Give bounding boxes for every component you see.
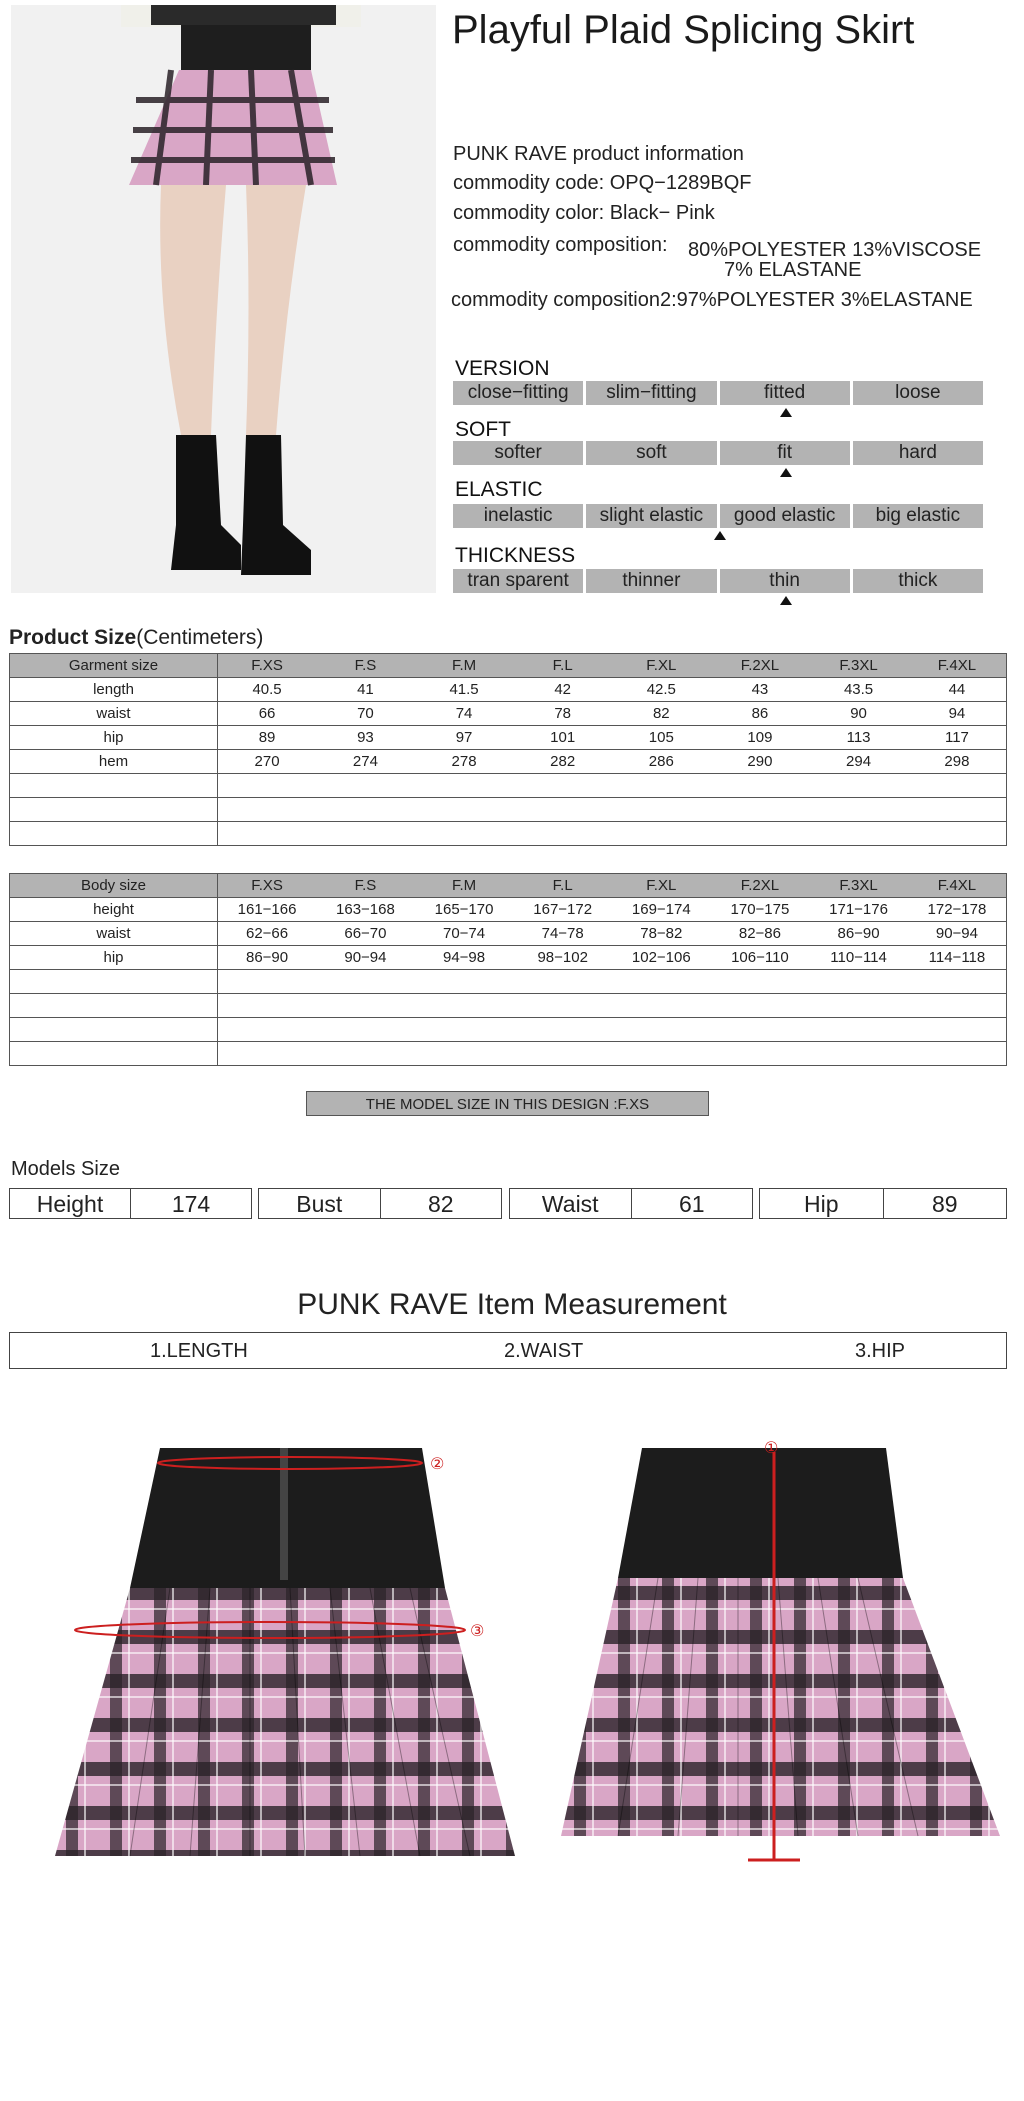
empty-row [10,994,1007,1018]
table-cell: 270 [218,750,317,774]
table-cell: 294 [809,750,908,774]
commodity-composition-value-1: 80%POLYESTER 13%VISCOSE [688,239,982,261]
table-row [10,702,1007,726]
scale-option: fitted [720,381,850,405]
table-cell: 70 [316,702,415,726]
product-size-heading [9,626,263,650]
table-cell: 278 [415,750,514,774]
table-cell: length [10,678,218,702]
scale-option: thick [853,569,983,593]
table-header-cell: F.3XL [809,654,908,678]
skirt-back-diagram [558,1440,1008,1870]
commodity-composition-label: commodity composition: [453,234,668,256]
table-cell: 90 [809,702,908,726]
models-size-label: Models Size [11,1158,120,1180]
table-cell: 165−170 [415,898,514,922]
table-cell: 172−178 [908,898,1007,922]
scale-selected-marker [714,531,726,540]
model-measure-value: 82 [427,1191,454,1217]
table-cell: 62−66 [218,922,317,946]
table-cell: 106−110 [711,946,810,970]
scale-label-version: VERSION [455,357,550,380]
table-cell: hip [10,946,218,970]
table-cell: 42.5 [612,678,711,702]
table-cell: 282 [513,750,612,774]
table-cell: 41.5 [415,678,514,702]
marker-hip: ③ [470,1623,485,1640]
table-cell: 66−70 [316,922,415,946]
empty-row [10,1042,1007,1066]
table-header-cell: F.S [316,654,415,678]
table-header-cell: F.XL [612,654,711,678]
scale-option: fit [720,441,850,465]
commodity-composition2: commodity composition2:97%POLYESTER 3%ELASTANE [451,289,973,311]
table-header-cell: F.XS [218,654,317,678]
scale-option: tran sparent [453,569,583,593]
table-cell: 43.5 [809,678,908,702]
scale-row-version [453,381,983,405]
table-cell: 93 [316,726,415,750]
measurement-legend [9,1332,1007,1369]
measurement-waist: 2.WAIST [504,1340,584,1362]
scale-label-thickness: THICKNESS [455,544,576,567]
model-measure-name: Waist [510,1189,632,1218]
table-cell: waist [10,702,218,726]
table-row [10,678,1007,702]
brand-info-line: PUNK RAVE product information [453,143,744,165]
table-header-cell: F.M [415,654,514,678]
table-header-cell: F.XS [218,874,317,898]
table-cell: hem [10,750,218,774]
table-header-cell: F.4XL [908,874,1007,898]
scale-selected-marker [780,468,792,477]
skirt-front-diagram [50,1440,520,1870]
scale-option: slight elastic [586,504,716,528]
model-measure-value: 61 [678,1191,705,1217]
model-measure-value: 174 [171,1191,211,1217]
scale-row-thickness [453,569,983,593]
table-cell: 290 [711,750,810,774]
table-cell: 110−114 [809,946,908,970]
table-cell: 74−78 [513,922,612,946]
table-cell: 98−102 [513,946,612,970]
table-header-cell: F.L [513,874,612,898]
scale-label-soft: SOFT [455,418,511,441]
table-row [10,922,1007,946]
scale-option: thin [720,569,850,593]
table-header-cell: F.2XL [711,654,810,678]
table-cell: 40.5 [218,678,317,702]
table-header-cell: F.XL [612,874,711,898]
table-cell: 102−106 [612,946,711,970]
table-cell: 169−174 [612,898,711,922]
scale-option: soft [586,441,716,465]
scale-option: big elastic [853,504,983,528]
model-photo-illustration [11,5,436,593]
table-cell: 167−172 [513,898,612,922]
commodity-composition-value-2: 7% ELASTANE [724,259,862,281]
table-cell: 274 [316,750,415,774]
table-row [10,750,1007,774]
table-cell: 44 [908,678,1007,702]
marker-waist: ② [430,1456,445,1473]
model-measure-waist [509,1188,753,1219]
table-cell: 94−98 [415,946,514,970]
table-cell: 82−86 [711,922,810,946]
scale-option: inelastic [453,504,583,528]
scale-option: good elastic [720,504,850,528]
table-cell: 86 [711,702,810,726]
table-header-cell: F.4XL [908,654,1007,678]
table-header-cell: Body size [10,874,218,898]
scale-option: softer [453,441,583,465]
table-row [10,898,1007,922]
model-measure-value: 89 [931,1191,958,1217]
product-size-title: Product Size [9,626,137,649]
model-measure-hip [759,1188,1007,1219]
scale-option: hard [853,441,983,465]
table-cell: 117 [908,726,1007,750]
table-cell: 74 [415,702,514,726]
table-cell: 298 [908,750,1007,774]
table-cell: 78 [513,702,612,726]
garment-size-table [9,653,1007,846]
table-cell: 86−90 [218,946,317,970]
table-cell: 82 [612,702,711,726]
model-measure-name: Bust [259,1189,381,1218]
scale-selected-marker [780,596,792,605]
model-size-note: THE MODEL SIZE IN THIS DESIGN :F.XS [306,1091,709,1116]
scale-row-soft [453,441,983,465]
table-cell: 66 [218,702,317,726]
table-cell: 86−90 [809,922,908,946]
table-cell: waist [10,922,218,946]
body-size-table [9,873,1007,1066]
table-cell: 94 [908,702,1007,726]
table-cell: 41 [316,678,415,702]
table-row [10,946,1007,970]
table-cell: 90−94 [316,946,415,970]
model-measure-bust [258,1188,502,1219]
table-cell: 90−94 [908,922,1007,946]
table-header-cell: F.2XL [711,874,810,898]
table-cell: 163−168 [316,898,415,922]
commodity-code: commodity code: OPQ−1289BQF [453,172,752,194]
empty-row [10,970,1007,994]
table-cell: 78−82 [612,922,711,946]
scale-selected-marker [780,408,792,417]
table-cell: 170−175 [711,898,810,922]
model-measure-name: Hip [760,1189,884,1218]
marker-length: ① [764,1440,779,1457]
table-cell: 113 [809,726,908,750]
measurement-title: PUNK RAVE Item Measurement [297,1288,727,1321]
product-title: Playful Plaid Splicing Skirt [452,8,915,52]
product-photo [11,5,436,593]
table-cell: 42 [513,678,612,702]
table-cell: 43 [711,678,810,702]
table-cell: 286 [612,750,711,774]
empty-row [10,822,1007,846]
table-cell: height [10,898,218,922]
scale-row-elastic [453,504,983,528]
table-row [10,726,1007,750]
empty-row [10,798,1007,822]
table-cell: 171−176 [809,898,908,922]
table-cell: hip [10,726,218,750]
table-header-cell: F.L [513,654,612,678]
table-cell: 105 [612,726,711,750]
table-cell: 114−118 [908,946,1007,970]
measurement-length: 1.LENGTH [150,1340,248,1362]
scale-option: slim−fitting [586,381,716,405]
table-cell: 89 [218,726,317,750]
table-header-cell: Garment size [10,654,218,678]
table-header-cell: F.S [316,874,415,898]
model-measure-height [9,1188,252,1219]
commodity-color: commodity color: Black− Pink [453,202,715,224]
table-cell: 101 [513,726,612,750]
scale-option: loose [853,381,983,405]
scale-label-elastic: ELASTIC [455,478,543,501]
product-size-unit: (Centimeters) [136,626,264,649]
empty-row [10,774,1007,798]
measurement-hip: 3.HIP [855,1340,906,1362]
table-cell: 70−74 [415,922,514,946]
scale-option: close−fitting [453,381,583,405]
table-cell: 109 [711,726,810,750]
scale-option: thinner [586,569,716,593]
table-header-cell: F.3XL [809,874,908,898]
table-cell: 97 [415,726,514,750]
empty-row [10,1018,1007,1042]
table-cell: 161−166 [218,898,317,922]
model-measure-name: Height [10,1189,131,1218]
table-header-cell: F.M [415,874,514,898]
